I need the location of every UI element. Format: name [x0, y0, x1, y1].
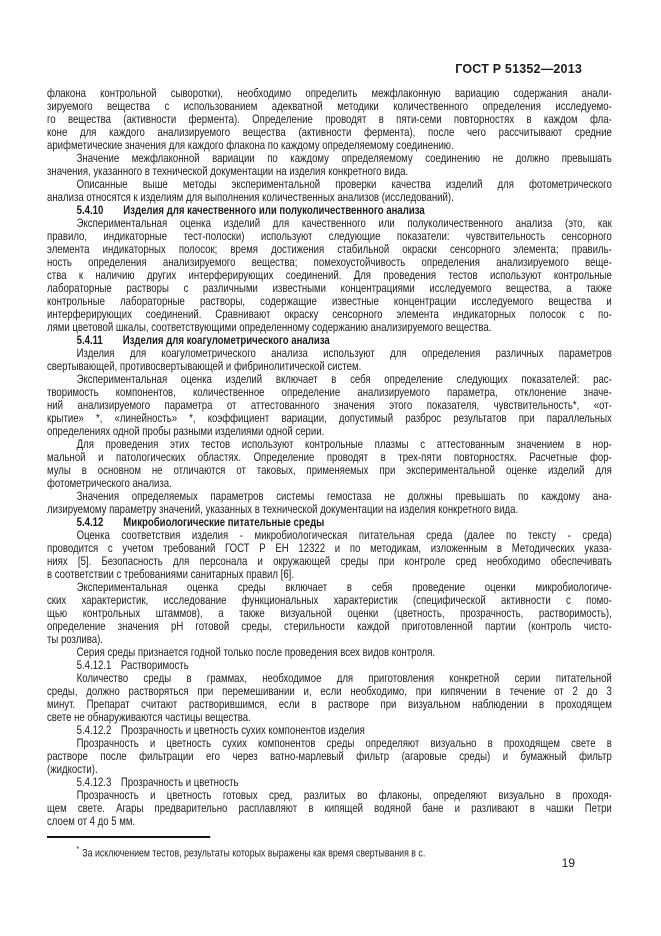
text-line: ниях [5]. Безопасность для персонала и окружающей среды при контроле сред необходимо обеспечивать — [47, 554, 612, 568]
page-number: 19 — [561, 856, 575, 870]
footnote-text: За исключением тестов, результаты которых выражены как время свертывания в с. — [82, 847, 426, 860]
section-title: Изделия для коагулометрического анализа — [122, 333, 330, 347]
text-line: Для проведения этих тестов используют контрольные плазмы с аттестованным значением в нор- — [76, 437, 612, 451]
document-code-header: ГОСТ Р 51352—2013 — [455, 62, 582, 76]
text-line: коне для каждого анализируемого вещества (активности фермента), после чего рассчитывают средние — [47, 125, 612, 139]
footnote-separator — [47, 836, 210, 838]
text-line: ских характеристик, исследование функциональных характеристик (специфической активности с помо- — [47, 593, 612, 607]
text-line: Экспериментальная оценка среды включает в себя проведение оценки микробиологиче- — [76, 580, 612, 594]
section-number: 5.4.12.1 — [76, 658, 112, 672]
text-line: контрольные лабораторные растворы, содержащие известные концентрации исследуемого вещества и — [47, 294, 612, 308]
section-number: 5.4.12.2 — [76, 723, 112, 737]
footnote — [47, 843, 612, 861]
text-line: минут. Препарат считают растворившимся, если в растворе при визуальном наблюдении в проходящем — [47, 697, 612, 711]
text-line: Количество среды в граммах, необходимое для приготовления конкретной серии питательной — [76, 671, 612, 685]
document-body — [47, 87, 612, 861]
section-number: 5.4.12.3 — [76, 775, 112, 789]
text-line: арифметические значения для каждого флакона по каждому определяемому соединению. — [47, 138, 454, 152]
text-line: ства к наличию других интерферирующих соединений. Для проведения тестов используют контрольные — [47, 268, 612, 282]
text-line: Серия среды признается годной только после проведения всех видов контроля. — [76, 645, 436, 659]
text-line: правило, индикаторные тест-полоски) используют следующие показатели: чувствительность сенсорного — [47, 229, 612, 243]
text-line: Экспериментальная оценка изделий включает в себя определение следующих показателей: рас- — [76, 372, 612, 386]
text-line: Экспериментальная оценка изделий для качественного или полуколичественного анализа (это, как — [76, 216, 612, 230]
text-line: флакона контрольной сыворотки), необходимо определить межфлаконную вариацию содержания анали- — [47, 86, 612, 100]
text-line: (жидкости). — [47, 762, 98, 776]
text-line: го вещества (активности фермента). Определение проводят в пяти-семи повторностях в каждом фла- — [47, 112, 612, 126]
text-line: лизируемому параметру значений, указанных в технической документации на изделия конкретного вида. — [47, 502, 519, 516]
section-number: 5.4.11 — [76, 333, 103, 347]
footnote-marker: * — [76, 845, 80, 854]
section-number: 5.4.10 — [76, 203, 104, 217]
section-title: Прозрачность и цветность сухих компонентов изделия — [120, 723, 365, 737]
text-line: определение значения pH готовой среды, стерильности каждой приготовленной партии (контроль чисто- — [47, 619, 612, 633]
text-line: мальной и патологических областях. Определение проводят в трех-пяти повторностях. Расчетные фор- — [47, 450, 612, 464]
text-line: зируемого вещества с использованием адекватной методики количественного определения исследуемо- — [47, 99, 612, 113]
text-line: мулы в основном не отличаются от таковых, применяемых при экспериментальной оценке изделий для — [47, 463, 612, 477]
text-line: проводится с учетом требований ГОСТ Р ЕН 12322 и по методикам, изложенным в Методических указа- — [47, 541, 612, 555]
text-line: фотометрического анализа. — [47, 476, 172, 490]
text-line: Значение межфлаконной вариации по каждому определяемому соединению не должно превышать — [76, 151, 612, 165]
text-line: ты розлива). — [47, 632, 103, 646]
text-blocks — [47, 87, 612, 828]
text-line: среды, должно растворяться при перемешивании и, если необходимо, при кипячении в течение от 2 до 3 — [47, 684, 612, 698]
text-line: крытие» *, «линейность» *, коэффициент вариации, допустимый разброс результатов при параллельных — [47, 411, 612, 425]
text-line: определениях одной пробы разными изделиями одной серии. — [47, 424, 325, 438]
section-number: 5.4.12 — [76, 515, 104, 529]
text-line: интерферирующих соединений. Сравнивают окраску сенсорного элемента индикаторных полосок с по- — [47, 307, 612, 321]
text-line: слоем от 4 до 5 мм. — [47, 814, 136, 828]
section-title: Растворимость — [120, 658, 189, 672]
text-line: ний анализируемого параметра от аттестованного значения этого показателя, чувствительность*, «от- — [47, 398, 612, 412]
text-line: значения, указанного в технической документации на изделия конкретного вида. — [47, 164, 409, 178]
section-title: Изделия для качественного или полуколичественного анализа — [123, 203, 425, 217]
text-line: элемента индикаторных полосок; время достижения стабильной окраски сенсорного элемента; правиль- — [47, 242, 612, 256]
text-line: ность определения анализируемого вещества; помехоустойчивость определения анализируемого веще- — [47, 255, 612, 269]
text-line: щью контрольных штаммов), а также визуальной оценки (цветность, прозрачность, растворимость), — [47, 606, 612, 620]
text-line: растворе после фильтрации его через ватно-марлевый фильтр (агаровые среды) и бумажный фильтр — [47, 749, 612, 763]
section-title: Микробиологические питательные среды — [123, 515, 325, 529]
text-line: свертывающей, противосвертывающей и фибринолитической систем. — [47, 359, 362, 373]
text-line: Прозрачность и цветность готовых сред, разлитых во флаконы, определяют визуально в проходя- — [76, 788, 612, 802]
text-line: свете не обнаруживаются частицы вещества. — [47, 710, 251, 724]
text-line: Описанные выше методы экспериментальной проверки качества изделий для фотометрического — [76, 177, 612, 191]
text-line: анализа относятся к изделиям для выполнения количественных анализов (исследований). — [47, 190, 454, 204]
text-line: Значения определяемых параметров системы гемостаза не должны превышать по каждому ана- — [76, 489, 612, 503]
text-line: в соответствии с требованиями санитарных правил [6]. — [47, 567, 295, 581]
text-line: творимость компонентов, количественное определение анализируемого параметра, отклонение значе- — [47, 385, 612, 399]
section-title: Прозрачность и цветность — [120, 775, 239, 789]
text-line: Прозрачность и цветность сухих компонентов среды определяют визуально в проходящем свете в — [76, 736, 612, 750]
text-line: щем свете. Агары предварительно расплавляют в кипящей водяной бане и разливают в чашки Петри — [47, 801, 612, 815]
text-line: лями цветовой шкалы, соответствующими определенному содержанию анализируемого вещества. — [47, 320, 492, 334]
text-line: лабораторные растворы с различными известными концентрациями исследуемого вещества, а также — [47, 281, 612, 295]
text-line: Изделия для коагулометрического анализа используют для определения различных параметров — [76, 346, 612, 360]
text-line: Оценка соответствия изделия - микробиологическая питательная среда (далее по тексту - среда) — [76, 528, 612, 542]
